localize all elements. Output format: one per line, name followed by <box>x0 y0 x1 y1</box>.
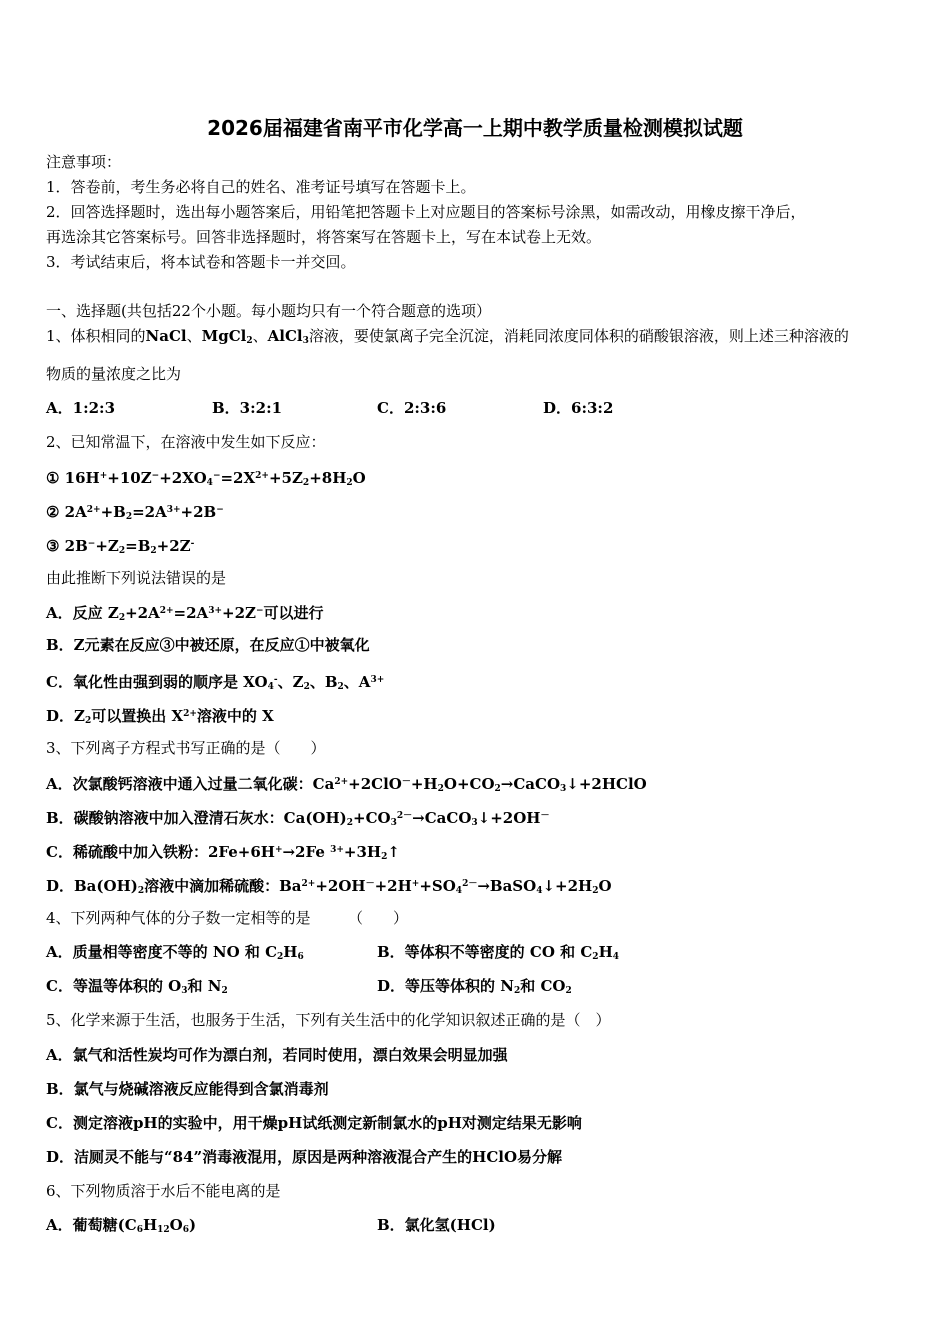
q5-option-a[interactable]: A．氯气和活性炭均可作为漂白剂，若同时使用，漂白效果会明显加强 <box>46 1046 508 1064</box>
question-1-stem-cont: 物质的量浓度之比为 <box>46 365 182 383</box>
q4-option-a[interactable]: A．质量相等密度不等的 NO 和 $C_2H_6$ <box>46 943 304 962</box>
section-heading: 一、选择题(共包括22个小题。每小题均只有一个符合题意的选项） <box>46 302 491 320</box>
q2-option-c[interactable]: C．氧化性由强到弱的顺序是 $XO_4^-$、$Z_2$、$B_2$、$A^{3+}$ <box>46 673 385 692</box>
q5-option-b[interactable]: B．氯气与烧碱溶液反应能得到含氯消毒剂 <box>46 1080 329 1098</box>
q2-prompt: 由此推断下列说法错误的是 <box>46 569 227 587</box>
page-title: 2026届福建省南平市化学高一上期中教学质量检测模拟试题 <box>207 116 743 140</box>
q3-option-d[interactable]: D．$Ba(OH)_2$溶液中滴加稀硫酸：$Ba^{2+}+2OH^-+2H^++SO_4^{2-}\to BaSO_4↓+2H_2O$ <box>46 877 612 896</box>
question-5-stem: 5、化学来源于生活，也服务于生活，下列有关生活中的化学知识叙述正确的是（ ） <box>46 1011 611 1029</box>
q2-reaction-3: ③ $2B^-+Z_2=B_2+2Z^-$ <box>46 537 195 556</box>
q1-option-c[interactable]: C．2:3:6 <box>377 399 447 417</box>
q6-option-a[interactable]: A．葡萄糖$(C_6H_{12}O_6)$ <box>46 1216 197 1235</box>
question-1-stem: 1、体积相同的NaCl、MgCl$_2$、AlCl$_3$溶液，要使氯离子完全沉淀，消耗同浓度同体积的硝酸银溶液，则上述三种溶液的 <box>46 327 849 346</box>
q3-option-b[interactable]: B．碳酸钠溶液中加入澄清石灰水：$Ca(OH)_2+CO_3^{2-}\to CaCO_3↓+2OH^-$ <box>46 809 550 828</box>
q2-reaction-1: ① $16H^++10Z^-+2XO_4^-=2X^{2+}+5Z_2+8H_2O$ <box>46 469 366 488</box>
notice-heading: 注意事项： <box>46 153 122 171</box>
q5-option-d[interactable]: D．洁厕灵不能与“84”消毒液混用，原因是两种溶液混合产生的HClO易分解 <box>46 1148 563 1166</box>
question-4-stem: 4、下列两种气体的分子数一定相等的是 （ ） <box>46 909 409 927</box>
q3-option-a[interactable]: A．次氯酸钙溶液中通入过量二氧化碳：$Ca^{2+}+2ClO^-+H_2O+CO_2\to CaCO_3↓+2HClO$ <box>46 775 647 794</box>
notice-item-1: 1．答卷前，考生务必将自己的姓名、准考证号填写在答题卡上。 <box>46 178 476 196</box>
q2-option-a[interactable]: A．反应 $Z_2+2A^{2+}=2A^{3+}+2Z^-$可以进行 <box>46 604 324 623</box>
question-6-stem: 6、下列物质溶于水后不能电离的是 <box>46 1182 281 1200</box>
q2-option-b[interactable]: B．Z元素在反应③中被还原，在反应①中被氧化 <box>46 636 370 654</box>
q1-option-d[interactable]: D．6:3:2 <box>543 399 614 417</box>
q1-option-a[interactable]: A．1:2:3 <box>46 399 116 417</box>
q3-option-c[interactable]: C．稀硫酸中加入铁粉：2Fe+6H+→2Fe $^{3+}+3H_2↑$ <box>46 843 400 862</box>
q4-option-b[interactable]: B．等体积不等密度的 CO 和 $C_2H_4$ <box>377 943 620 962</box>
q4-option-d[interactable]: D．等压等体积的 $N_2$和 $CO_2$ <box>377 977 572 996</box>
q1-option-b[interactable]: B．3:2:1 <box>212 399 283 417</box>
q4-option-c[interactable]: C．等温等体积的 $O_3$和 $N_2$ <box>46 977 228 996</box>
question-3-stem: 3、下列离子方程式书写正确的是（ ） <box>46 739 326 757</box>
q2-reaction-2: ② $2A^{2+}+B_2=2A^{3+}+2B^-$ <box>46 503 224 522</box>
notice-item-3: 3．考试结束后，将本试卷和答题卡一并交回。 <box>46 253 356 271</box>
notice-item-2-cont: 再选涂其它答案标号。回答非选择题时，将答案写在答题卡上，写在本试卷上无效。 <box>46 228 602 246</box>
q5-option-c[interactable]: C．测定溶液pH的实验中，用干燥pH试纸测定新制氯水的pH对测定结果无影响 <box>46 1114 582 1132</box>
question-2-stem: 2、已知常温下，在溶液中发生如下反应： <box>46 433 326 451</box>
q6-option-b[interactable]: B．氯化氢(HCl) <box>377 1216 496 1234</box>
notice-item-2: 2．回答选择题时，选出每小题答案后，用铅笔把答题卡上对应题目的答案标号涂黑，如需改动，用橡皮擦干净后， <box>46 203 806 221</box>
q2-option-d[interactable]: D．$Z_2$可以置换出 $X^{2+}$溶液中的 X <box>46 707 274 726</box>
